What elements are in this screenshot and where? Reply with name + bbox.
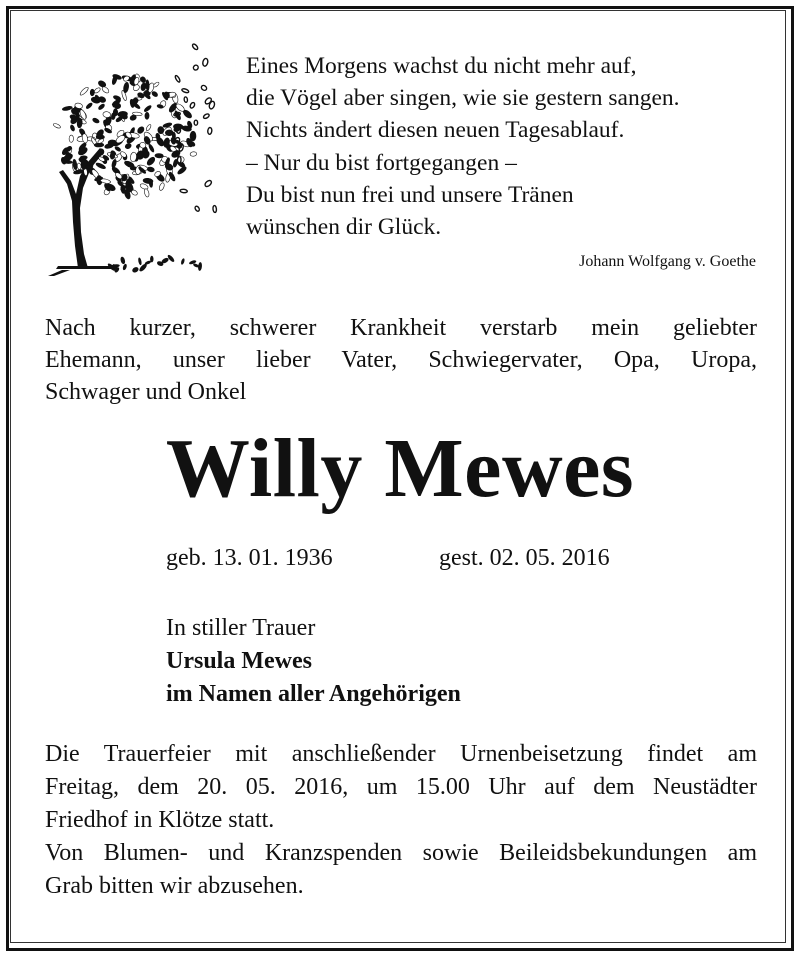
- mourning-phrase: In stiller Trauer: [166, 615, 316, 641]
- poem-line: die Vögel aber singen, wie sie gestern sangen.: [246, 85, 680, 112]
- funeral-line: Freitag, dem 20. 05. 2016, um 15.00 Uhr auf dem Neustädter: [45, 774, 757, 800]
- poem-author: Johann Wolfgang v. Goethe: [579, 253, 756, 270]
- mourner-family: im Namen aller Angehörigen: [166, 681, 461, 707]
- poem-line: – Nur du bist fortgegangen –: [246, 149, 517, 176]
- poem-line: Eines Morgens wachst du nicht mehr auf,: [246, 53, 637, 79]
- intro-line: Ehemann, unser lieber Vater, Schwiegervater, Opa, Uropa,: [45, 347, 757, 373]
- deceased-name: Willy Mewes: [165, 422, 635, 515]
- tree-crown-leaves: [53, 73, 197, 199]
- fallen-leaves: [107, 254, 203, 274]
- poem-line: Du bist nun frei und unsere Tränen: [246, 181, 574, 208]
- mourner-name: Ursula Mewes: [166, 648, 312, 674]
- intro-line: Schwager und Onkel: [45, 379, 247, 405]
- funeral-line: Die Trauerfeier mit anschließender Urnenbeisetzung findet am: [45, 741, 757, 767]
- death-date: gest. 02. 05. 2016: [439, 545, 610, 571]
- intro-text: [45, 312, 757, 408]
- mourners-block: [166, 612, 461, 711]
- funeral-line: Friedhof in Klötze statt.: [45, 807, 275, 833]
- funeral-notice: [45, 738, 757, 903]
- intro-line: Nach kurzer, schwerer Krankheit verstarb mein geliebter: [45, 315, 757, 341]
- funeral-line: Von Blumen- und Kranzspenden sowie Beileidsbekundungen am: [45, 840, 757, 866]
- funeral-line: Grab bitten wir abzusehen.: [45, 873, 304, 899]
- poem-line: Nichts ändert diesen neuen Tagesablauf.: [246, 117, 625, 144]
- poem: [246, 50, 680, 243]
- windblown-tree-icon: [26, 36, 226, 276]
- birth-date: geb. 13. 01. 1936: [166, 545, 333, 571]
- poem-line: wünschen dir Glück.: [246, 214, 442, 241]
- blowing-leaves: [174, 43, 217, 213]
